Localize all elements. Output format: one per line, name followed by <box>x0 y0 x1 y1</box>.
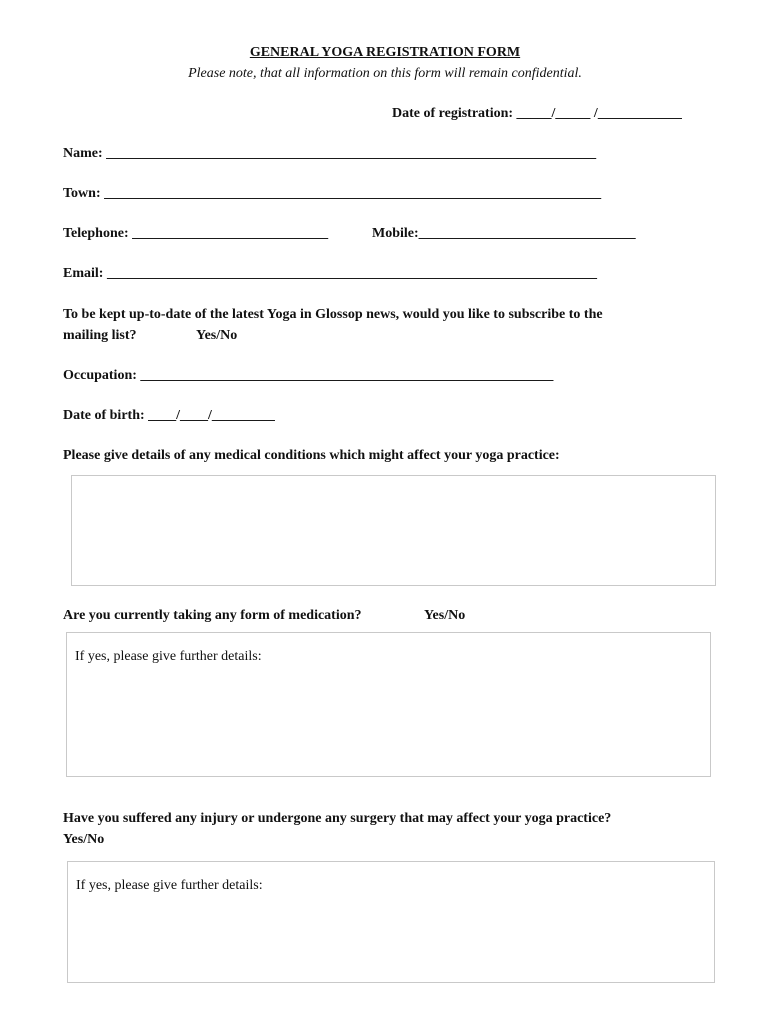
injury-details-hint: If yes, please give further details: <box>76 878 263 893</box>
telephone-field[interactable]: Telephone: ____________________________ <box>63 226 329 241</box>
injury-question: Have you suffered any injury or undergone any surgery that may affect your yoga practice? <box>63 811 612 826</box>
medication-question: Are you currently taking any form of medication? <box>63 608 362 623</box>
name-field[interactable]: Name: ______________________________________________________________________ <box>63 146 597 161</box>
town-field[interactable]: Town: _______________________________________________________________________ <box>63 186 602 201</box>
injury-question-block <box>63 808 723 850</box>
mailing-list-yes-no[interactable]: Yes/No <box>196 328 238 343</box>
date-of-birth-field[interactable]: Date of birth: ____/____/_________ <box>63 408 275 423</box>
mailing-list-question <box>63 304 703 346</box>
occupation-field[interactable]: Occupation: ___________________________________________________________ <box>63 368 554 383</box>
medical-conditions-question: Please give details of any medical conditions which might affect your yoga practice: <box>63 448 560 463</box>
email-field[interactable]: Email: ______________________________________________________________________ <box>63 266 597 281</box>
date-of-registration-field[interactable]: Date of registration: _____/_____ /____________ <box>392 106 682 121</box>
mailing-question-line1: To be kept up-to-date of the latest Yoga in Glossop news, would you like to subscribe to the <box>63 307 603 322</box>
injury-details-textbox[interactable] <box>67 861 715 983</box>
medication-details-textbox[interactable] <box>66 632 711 777</box>
medication-details-hint: If yes, please give further details: <box>75 649 262 664</box>
medication-yes-no[interactable]: Yes/No <box>424 608 466 623</box>
mobile-field[interactable]: Mobile:_______________________________ <box>372 226 636 241</box>
confidentiality-note: Please note, that all information on this form will remain confidential. <box>188 66 582 81</box>
mailing-question-line2: mailing list? <box>63 328 137 343</box>
injury-yes-no[interactable]: Yes/No <box>63 832 105 847</box>
medical-conditions-textbox[interactable] <box>71 475 716 586</box>
form-title: GENERAL YOGA REGISTRATION FORM <box>249 45 521 60</box>
